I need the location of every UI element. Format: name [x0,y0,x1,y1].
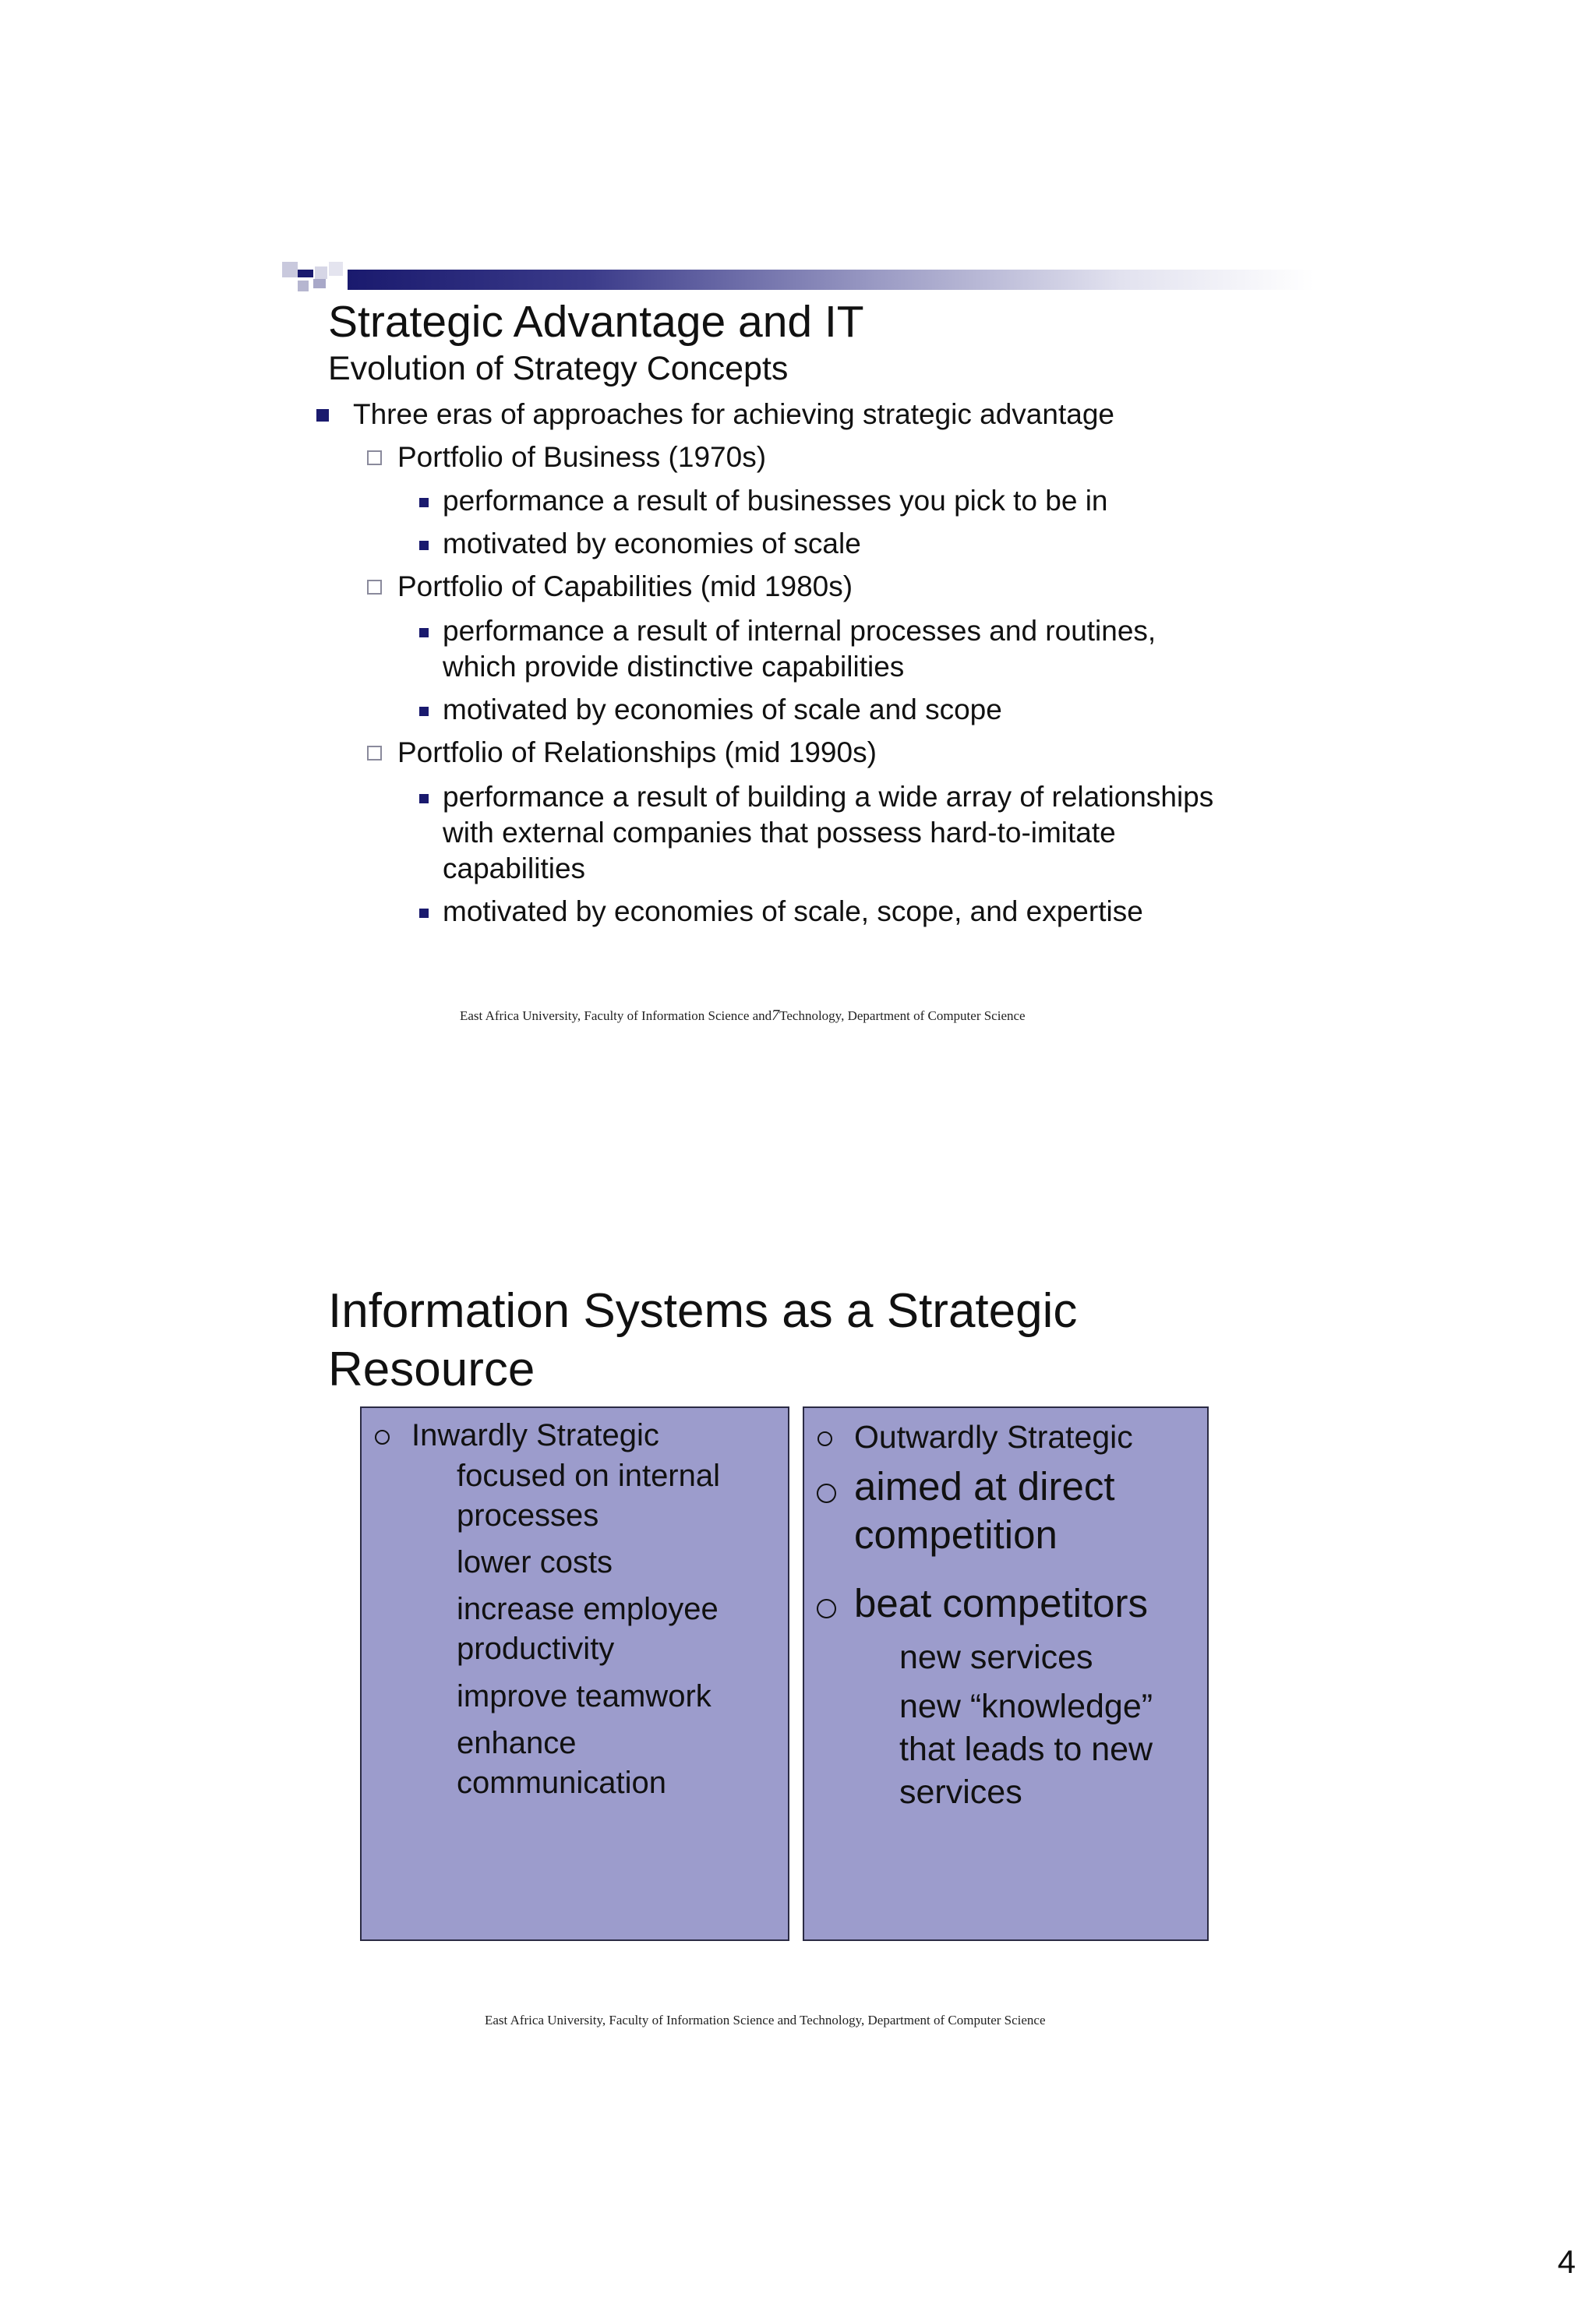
title-gradient-bar [348,270,1314,290]
era-heading: Portfolio of Business (1970s) [397,441,767,473]
hollow-square-bullet-icon [367,580,382,595]
small-square-bullet-icon [419,794,429,803]
era-point-continued: capabilities [443,852,586,884]
title-decoration-icon [282,262,344,298]
box-item: enhance communication [457,1726,667,1800]
era-point: motivated by economies of scale and scope [443,693,1002,725]
box-item: new services [899,1639,1093,1676]
slide2-title: Information Systems as a Strategic Resource [328,1284,1078,1396]
circle-bullet-icon [375,1430,390,1445]
era-point-continued: with external companies that possess hard-to-imitate [443,817,1116,849]
page-number: 4 [1557,2243,1576,2280]
box-item: increase employee productivity [457,1592,719,1666]
small-square-bullet-icon [419,498,429,507]
box-heading: Outwardly Strategic [854,1419,1133,1455]
era-heading: Portfolio of Relationships (mid 1990s) [397,736,877,768]
era-point: performance a result of businesses you pick to be in [443,485,1108,517]
inwardly-strategic-box [360,1406,789,1941]
small-square-bullet-icon [419,628,429,637]
hollow-square-bullet-icon [367,746,382,761]
circle-bullet-icon [817,1431,832,1446]
box-item: new “knowledge” that leads to new services [899,1688,1153,1811]
slide2-footer: East Africa University, Faculty of Information Science and Technology, Department of Computer Science [485,2013,1046,2027]
era-point-continued: which provide distinctive capabilities [443,651,905,683]
era-point: performance a result of building a wide array of relationships [443,781,1214,813]
era-point: motivated by economies of scale [443,528,861,559]
intro-text: Three eras of approaches for achieving strategic advantage [353,398,1114,430]
box-point: beat competitors [854,1581,1149,1625]
slide1-subtitle: Evolution of Strategy Concepts [328,350,789,387]
box-item: focused on internal processes [457,1459,721,1533]
slide1-footer [460,1007,1026,1025]
square-bullet-icon [316,409,329,422]
era-point: motivated by economies of scale, scope, and expertise [443,895,1143,927]
small-square-bullet-icon [419,541,429,550]
footer-slide-number: 7 [772,1007,780,1024]
outwardly-strategic-box [803,1406,1209,1941]
circle-bullet-icon [817,1484,836,1503]
era-point: performance a result of internal processes and routines, [443,615,1156,647]
footer-text-right: Technology, Department of Computer Science [779,1008,1026,1023]
box-heading: Inwardly Strategic [411,1418,659,1452]
box-item: lower costs [457,1545,613,1579]
box-item: improve teamwork [457,1679,711,1713]
slide1-title: Strategic Advantage and IT [328,297,864,347]
footer-text-left: East Africa University, Faculty of Information Science and [460,1008,772,1023]
small-square-bullet-icon [419,909,429,918]
circle-bullet-icon [817,1599,836,1618]
box-point: aimed at direct competition [854,1464,1115,1557]
small-square-bullet-icon [419,707,429,716]
hollow-square-bullet-icon [367,450,382,465]
era-heading: Portfolio of Capabilities (mid 1980s) [397,570,853,602]
